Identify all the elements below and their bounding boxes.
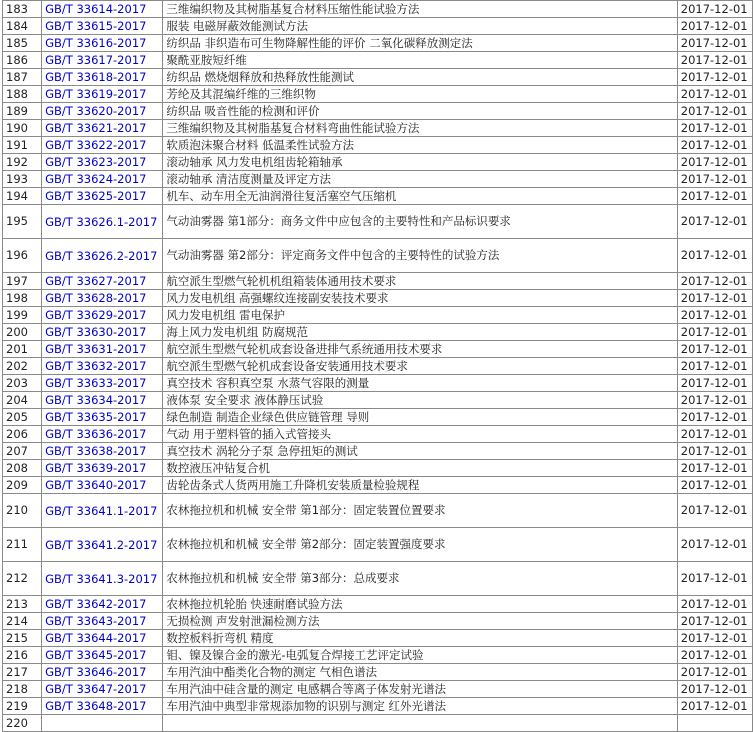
standard-title: 芳纶及其混编纤维的三维织物 (163, 86, 677, 103)
table-row (3, 120, 753, 137)
effective-date: 2017-12-01 (677, 409, 752, 426)
table-row (3, 273, 753, 290)
standard-code-link[interactable]: GB/T 33643-2017 (45, 613, 147, 628)
row-number: 190 (3, 120, 42, 137)
standard-title: 车用汽油中硅含量的测定 电感耦合等离子体发射光谱法 (163, 681, 677, 698)
row-number: 216 (3, 647, 42, 664)
standard-title: 农林拖拉机和机械 安全带 第2部分：固定装置强度要求 (163, 528, 677, 562)
standard-title: 气动油雾器 第1部分：商务文件中应包含的主要特性和产品标识要求 (163, 205, 677, 239)
effective-date: 2017-12-01 (677, 1, 752, 18)
table-row (3, 409, 753, 426)
effective-date: 2017-12-01 (677, 120, 752, 137)
effective-date: 2017-12-01 (677, 290, 752, 307)
table-row (3, 392, 753, 409)
table-row (3, 239, 753, 273)
table-row (3, 188, 753, 205)
standard-title: 气动 用于塑料管的插入式管接头 (163, 426, 677, 443)
table-row (3, 18, 753, 35)
effective-date: 2017-12-01 (677, 392, 752, 409)
table-row (3, 137, 753, 154)
standard-title: 无损检测 声发射泄漏检测方法 (163, 613, 677, 630)
standard-code-link[interactable]: GB/T 33641.1-2017 (45, 503, 158, 518)
standard-code-cell (42, 341, 163, 358)
standard-code-cell (42, 324, 163, 341)
effective-date: 2017-12-01 (677, 154, 752, 171)
standard-code-link[interactable]: GB/T 33647-2017 (45, 681, 147, 696)
standard-code-cell (42, 392, 163, 409)
standard-code-link[interactable]: GB/T 33626.1-2017 (45, 214, 158, 229)
effective-date: 2017-12-01 (677, 188, 752, 205)
standard-code-cell (42, 715, 163, 732)
standard-code-link[interactable]: GB/T 33630-2017 (45, 324, 147, 339)
standard-code-link[interactable]: GB/T 33628-2017 (45, 290, 147, 305)
row-number: 185 (3, 35, 42, 52)
effective-date: 2017-12-01 (677, 681, 752, 698)
row-number: 213 (3, 596, 42, 613)
table-row (3, 426, 753, 443)
effective-date: 2017-12-01 (677, 307, 752, 324)
standard-title: 航空派生型燃气轮机成套设备进排气系统通用技术要求 (163, 341, 677, 358)
standard-code-link[interactable]: GB/T 33617-2017 (45, 52, 147, 67)
table-row (3, 52, 753, 69)
standard-code-link[interactable]: GB/T 33616-2017 (45, 35, 147, 50)
table-row (3, 664, 753, 681)
effective-date: 2017-12-01 (677, 630, 752, 647)
standard-title: 车用汽油中酯类化合物的测定 气相色谱法 (163, 664, 677, 681)
standard-title: 数控液压冲钻复合机 (163, 460, 677, 477)
standard-code-link[interactable]: GB/T 33631-2017 (45, 341, 147, 356)
row-number: 210 (3, 494, 42, 528)
standard-title: 风力发电机组 雷电保护 (163, 307, 677, 324)
standard-title: 真空技术 涡轮分子泵 急停扭矩的测试 (163, 443, 677, 460)
standard-code-cell (42, 290, 163, 307)
standard-code-link[interactable]: GB/T 33638-2017 (45, 443, 147, 458)
row-number: 184 (3, 18, 42, 35)
standard-code-cell (42, 698, 163, 715)
row-number: 194 (3, 188, 42, 205)
standard-code-cell (42, 273, 163, 290)
standard-code-cell (42, 460, 163, 477)
row-number: 201 (3, 341, 42, 358)
standard-code-cell (42, 494, 163, 528)
row-number: 196 (3, 239, 42, 273)
standard-title: 滚动轴承 风力发电机组齿轮箱轴承 (163, 154, 677, 171)
effective-date: 2017-12-01 (677, 69, 752, 86)
row-number: 207 (3, 443, 42, 460)
standard-code-link[interactable]: GB/T 33629-2017 (45, 307, 147, 322)
table-row (3, 86, 753, 103)
standard-title: 滚动轴承 清洁度测量及评定方法 (163, 171, 677, 188)
standard-code-cell (42, 35, 163, 52)
table-row (3, 324, 753, 341)
standard-code-link[interactable]: GB/T 33635-2017 (45, 409, 147, 424)
row-number: 204 (3, 392, 42, 409)
standard-title: 服装 电磁屏蔽效能测试方法 (163, 18, 677, 35)
effective-date: 2017-12-01 (677, 613, 752, 630)
table-row (3, 715, 753, 732)
standard-code-link[interactable]: GB/T 33623-2017 (45, 154, 147, 169)
effective-date: 2017-12-01 (677, 205, 752, 239)
table-row (3, 375, 753, 392)
effective-date: 2017-12-01 (677, 324, 752, 341)
effective-date: 2017-12-01 (677, 664, 752, 681)
row-number: 211 (3, 528, 42, 562)
table-row (3, 154, 753, 171)
effective-date: 2017-12-01 (677, 341, 752, 358)
row-number: 220 (3, 715, 42, 732)
effective-date: 2017-12-01 (677, 18, 752, 35)
standard-title: 齿轮齿条式人货两用施工升降机安装质量检验规程 (163, 477, 677, 494)
standard-code-cell (42, 171, 163, 188)
table-row (3, 494, 753, 528)
standard-code-cell (42, 613, 163, 630)
effective-date: 2017-12-01 (677, 562, 752, 596)
table-row (3, 528, 753, 562)
table-row (3, 1, 753, 18)
standard-code-cell (42, 239, 163, 273)
row-number: 197 (3, 273, 42, 290)
effective-date: 2017-12-01 (677, 647, 752, 664)
standard-code-link[interactable]: GB/T 33648-2017 (45, 698, 147, 713)
standard-code-link[interactable]: GB/T 33640-2017 (45, 477, 147, 492)
standard-code-cell (42, 188, 163, 205)
standard-code-cell (42, 443, 163, 460)
effective-date: 2017-12-01 (677, 137, 752, 154)
standard-code-cell (42, 528, 163, 562)
table-row (3, 681, 753, 698)
effective-date: 2017-12-01 (677, 239, 752, 273)
standard-title: 气动油雾器 第2部分：评定商务文件中包含的主要特性的试验方法 (163, 239, 677, 273)
standard-title: 纺织品 燃烧烟释放和热释放性能测试 (163, 69, 677, 86)
standard-code-link[interactable]: GB/T 33626.2-2017 (45, 248, 158, 263)
standard-code-link[interactable]: GB/T 33615-2017 (45, 18, 147, 33)
standard-code-cell (42, 562, 163, 596)
standard-title: 机车、动车用全无油润滑往复活塞空气压缩机 (163, 188, 677, 205)
standard-code-link[interactable]: GB/T 33627-2017 (45, 273, 147, 288)
row-number: 215 (3, 630, 42, 647)
standard-code-cell (42, 154, 163, 171)
row-number: 217 (3, 664, 42, 681)
standard-title: 农林拖拉机和机械 安全带 第3部分：总成要求 (163, 562, 677, 596)
effective-date: 2017-12-01 (677, 52, 752, 69)
table-row (3, 613, 753, 630)
standard-code-cell (42, 137, 163, 154)
standard-code-link[interactable]: GB/T 33625-2017 (45, 188, 147, 203)
standard-code-cell (42, 681, 163, 698)
standard-code-link[interactable]: GB/T 33614-2017 (45, 1, 147, 16)
table-row (3, 596, 753, 613)
standard-code-cell (42, 647, 163, 664)
standard-title: 农林拖拉机和机械 安全带 第1部分：固定装置位置要求 (163, 494, 677, 528)
standard-code-cell (42, 409, 163, 426)
standard-title: 农林拖拉机轮胎 快速耐磨试验方法 (163, 596, 677, 613)
table-row (3, 171, 753, 188)
effective-date: 2017-12-01 (677, 375, 752, 392)
standard-title: 软质泡沫聚合材料 低温柔性试验方法 (163, 137, 677, 154)
effective-date: 2017-12-01 (677, 596, 752, 613)
standard-code-link[interactable]: GB/T 33639-2017 (45, 460, 147, 475)
standard-title: 三维编织物及其树脂基复合材料压缩性能试验方法 (163, 1, 677, 18)
row-number: 219 (3, 698, 42, 715)
standard-code-cell (42, 205, 163, 239)
standard-code-cell (42, 103, 163, 120)
effective-date: 2017-12-01 (677, 35, 752, 52)
effective-date (677, 715, 752, 732)
row-number: 209 (3, 477, 42, 494)
standard-code-link[interactable]: GB/T 33622-2017 (45, 137, 147, 152)
row-number: 203 (3, 375, 42, 392)
standard-title: 绿色制造 制造企业绿色供应链管理 导则 (163, 409, 677, 426)
standard-code-link[interactable]: GB/T 33618-2017 (45, 69, 147, 84)
row-number: 218 (3, 681, 42, 698)
row-number: 183 (3, 1, 42, 18)
standards-list (2, 0, 753, 732)
effective-date: 2017-12-01 (677, 698, 752, 715)
standard-code-link[interactable]: GB/T 33645-2017 (45, 647, 147, 662)
standard-code-cell (42, 18, 163, 35)
standard-code-cell (42, 375, 163, 392)
standard-code-cell (42, 596, 163, 613)
standard-code-cell (42, 630, 163, 647)
row-number: 191 (3, 137, 42, 154)
standard-title: 航空派生型燃气轮机机组箱装体通用技术要求 (163, 273, 677, 290)
table-row (3, 290, 753, 307)
standard-code-cell (42, 477, 163, 494)
row-number: 214 (3, 613, 42, 630)
standards-table-body (3, 1, 753, 732)
standard-code-cell (42, 69, 163, 86)
standard-title: 钼、镍及镍合金的激光-电弧复合焊接工艺评定试验 (163, 647, 677, 664)
effective-date: 2017-12-01 (677, 426, 752, 443)
standard-code-cell (42, 358, 163, 375)
effective-date: 2017-12-01 (677, 443, 752, 460)
standard-code-link[interactable]: GB/T 33624-2017 (45, 171, 147, 186)
standard-title: 风力发电机组 高强螺纹连接副安装技术要求 (163, 290, 677, 307)
standard-title: 航空派生型燃气轮机成套设备安装通用技术要求 (163, 358, 677, 375)
table-row (3, 103, 753, 120)
standard-code-link[interactable]: GB/T 33620-2017 (45, 103, 147, 118)
effective-date: 2017-12-01 (677, 528, 752, 562)
table-row (3, 307, 753, 324)
standard-code-cell (42, 307, 163, 324)
effective-date: 2017-12-01 (677, 171, 752, 188)
table-row (3, 35, 753, 52)
row-number: 193 (3, 171, 42, 188)
table-row (3, 460, 753, 477)
table-row (3, 341, 753, 358)
row-number: 200 (3, 324, 42, 341)
row-number: 187 (3, 69, 42, 86)
effective-date: 2017-12-01 (677, 86, 752, 103)
row-number: 202 (3, 358, 42, 375)
standard-code-cell (42, 120, 163, 137)
standard-title: 聚酰亚胺短纤维 (163, 52, 677, 69)
standard-code-link[interactable]: GB/T 33621-2017 (45, 120, 147, 135)
table-row (3, 647, 753, 664)
standard-code-cell (42, 86, 163, 103)
standard-title: 车用汽油中典型非常规添加物的识别与测定 红外光谱法 (163, 698, 677, 715)
standard-title: 纺织品 非织造布可生物降解性能的评价 二氧化碳释放测定法 (163, 35, 677, 52)
effective-date: 2017-12-01 (677, 460, 752, 477)
effective-date: 2017-12-01 (677, 477, 752, 494)
standard-title: 液体泵 安全要求 液体静压试验 (163, 392, 677, 409)
table-row (3, 205, 753, 239)
standard-code-link[interactable]: GB/T 33646-2017 (45, 664, 147, 679)
row-number: 198 (3, 290, 42, 307)
standard-code-link[interactable]: GB/T 33636-2017 (45, 426, 147, 441)
standard-title: 纺织品 吸音性能的检测和评价 (163, 103, 677, 120)
standard-code-link[interactable]: GB/T 33644-2017 (45, 630, 147, 645)
standards-table (2, 0, 753, 732)
standard-code-link[interactable]: GB/T 33634-2017 (45, 392, 147, 407)
row-number: 205 (3, 409, 42, 426)
standard-code-cell (42, 664, 163, 681)
standard-title: 数控板料折弯机 精度 (163, 630, 677, 647)
standard-code-link[interactable]: GB/T 33633-2017 (45, 375, 147, 390)
table-row (3, 443, 753, 460)
row-number: 212 (3, 562, 42, 596)
standard-title: 海上风力发电机组 防腐规范 (163, 324, 677, 341)
row-number: 189 (3, 103, 42, 120)
standard-title: 真空技术 容积真空泵 水蒸气容限的测量 (163, 375, 677, 392)
standard-code-link[interactable]: GB/T 33641.3-2017 (45, 571, 158, 586)
standard-title: 三维编织物及其树脂基复合材料弯曲性能试验方法 (163, 120, 677, 137)
row-number: 195 (3, 205, 42, 239)
table-row (3, 477, 753, 494)
effective-date: 2017-12-01 (677, 358, 752, 375)
table-row (3, 630, 753, 647)
standard-code-link[interactable]: GB/T 33642-2017 (45, 596, 147, 611)
table-row (3, 69, 753, 86)
row-number: 186 (3, 52, 42, 69)
row-number: 208 (3, 460, 42, 477)
effective-date: 2017-12-01 (677, 273, 752, 290)
row-number: 206 (3, 426, 42, 443)
standard-code-cell (42, 426, 163, 443)
table-row (3, 562, 753, 596)
row-number: 188 (3, 86, 42, 103)
effective-date: 2017-12-01 (677, 103, 752, 120)
standard-code-link[interactable]: GB/T 33619-2017 (45, 86, 147, 101)
standard-title (163, 715, 677, 732)
standard-code-cell (42, 1, 163, 18)
table-row (3, 358, 753, 375)
standard-code-link[interactable]: GB/T 33632-2017 (45, 358, 147, 373)
table-row (3, 698, 753, 715)
row-number: 199 (3, 307, 42, 324)
effective-date: 2017-12-01 (677, 494, 752, 528)
standard-code-cell (42, 52, 163, 69)
row-number: 192 (3, 154, 42, 171)
standard-code-link[interactable]: GB/T 33641.2-2017 (45, 537, 158, 552)
